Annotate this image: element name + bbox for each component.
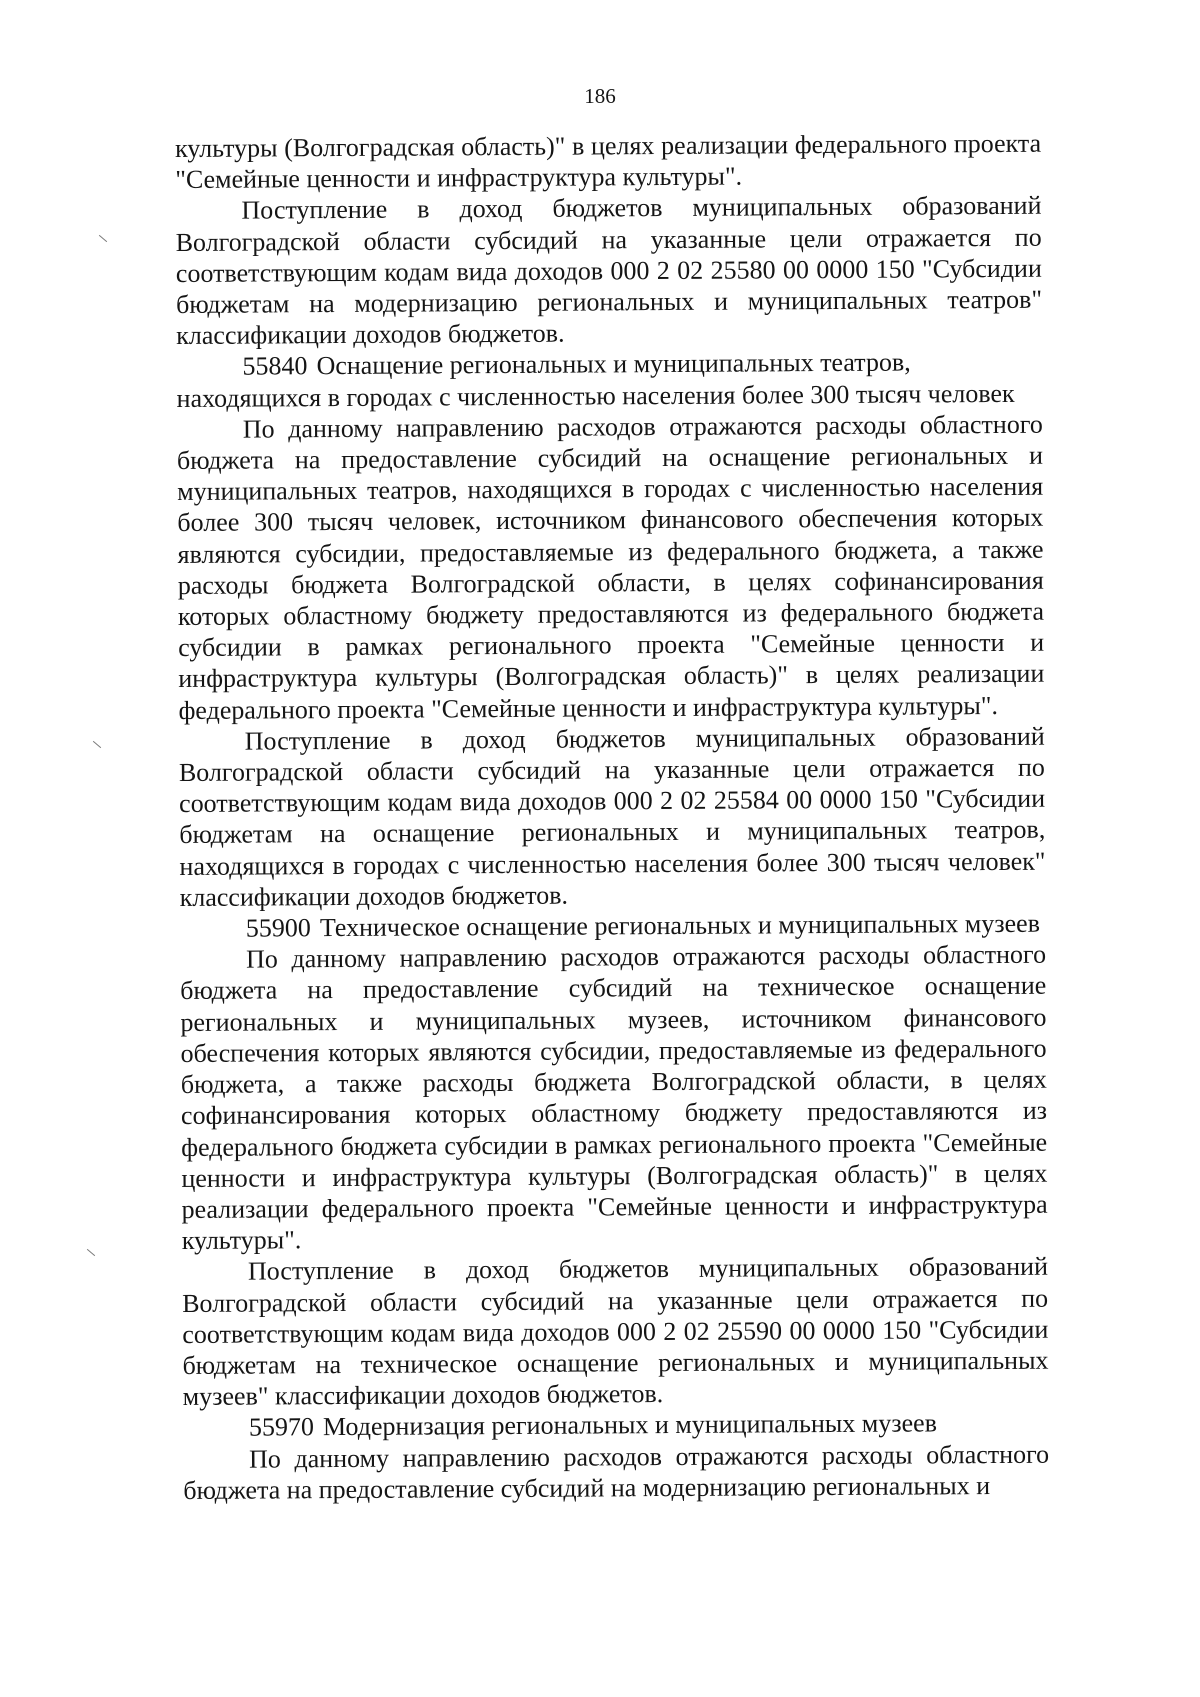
section-code: 55900 bbox=[245, 913, 311, 943]
section-heading-55840 bbox=[176, 346, 1042, 414]
body-paragraph-expenses-55840: По данному направлению расходов отражаются расходы областного бюджета на предоставление субсидий на оснащение региональных и муниципальных театров, находящихся в городах с численностью населения более 300 тысяч человек, источником финансового обеспечения которых являются субсидии, предоставляемые из федерального бюджета, а также расходы бюджета Волгоградской области, в целях софинансирования которых областному бюджету предоставляются из федерального бюджета субсидии в рамках регионального проекта "Семейные ценности и инфраструктура культуры (Волгоградская область)" в целях реализации федерального проекта "Семейные ценности и инфраструктура культуры". bbox=[176, 409, 1045, 725]
body-paragraph-revenue-25580: Поступление в доход бюджетов муниципальных образований Волгоградской области субсидий на указанные цели отражается по соответствующим кодам вида доходов 000 2 02 25580 00 0000 150 "Субсидии бюджетам на модернизацию региональных и муниципальных театров" классификации доходов бюджетов. bbox=[175, 191, 1043, 351]
body-paragraph-expenses-55900: По данному направлению расходов отражаются расходы областного бюджета на предоставление субсидий на техническое оснащение региональных и муниципальных музеев, источником финансового обеспечения которых являются субсидии, предоставляемые из федерального бюджета, а также расходы бюджета Волгоградской области, в целях софинансирования которых областному бюджету предоставляются из федерального бюджета субсидии в рамках регионального проекта "Семейные ценности и инфраструктура культуры (Волгоградская область)" в целях реализации федерального проекта "Семейные ценности и инфраструктура культуры". bbox=[180, 939, 1048, 1256]
section-heading-55970 bbox=[183, 1407, 1049, 1443]
section-title: Техническое оснащение региональных и муниципальных музеев bbox=[319, 908, 1041, 943]
section-title: Модернизация региональных и муниципальных музеев bbox=[322, 1408, 938, 1442]
scan-artifact-mark bbox=[93, 741, 101, 748]
section-code: 55970 bbox=[248, 1412, 314, 1442]
scan-artifact-mark bbox=[87, 1249, 95, 1256]
page-body bbox=[175, 128, 1049, 1506]
continuation-paragraph: культуры (Волгоградская область)" в целях реализации федерального проекта "Семейные ценности и инфраструктура культуры". bbox=[175, 128, 1042, 195]
body-paragraph-revenue-25584: Поступление в доход бюджетов муниципальных образований Волгоградской области субсидий на указанные цели отражается по соответствующим кодам вида доходов 000 2 02 25584 00 0000 150 "Субсидии бюджетам на оснащение региональных и муниципальных театров, находящихся в городах с численностью населения более 300 тысяч человек" классификации доходов бюджетов. bbox=[178, 721, 1046, 912]
body-paragraph-expenses-55970: По данному направлению расходов отражаются расходы областного бюджета на предоставление субсидий на модернизацию региональных и bbox=[183, 1439, 1050, 1505]
body-paragraph-revenue-25590: Поступление в доход бюджетов муниципальных образований Волгоградской области субсидий на указанные цели отражается по соответствующим кодам вида доходов 000 2 02 25590 00 0000 150 "Субсидии бюджетам на техническое оснащение региональных и муниципальных музеев" классификации доходов бюджетов. bbox=[182, 1252, 1049, 1412]
scan-artifact-mark bbox=[99, 235, 107, 242]
section-title: Оснащение региональных и муниципальных театров, находящихся в городах с численностью населения более 300 тысяч человек bbox=[176, 347, 1015, 413]
page-number: 186 bbox=[584, 84, 616, 108]
section-code: 55840 bbox=[242, 351, 308, 382]
